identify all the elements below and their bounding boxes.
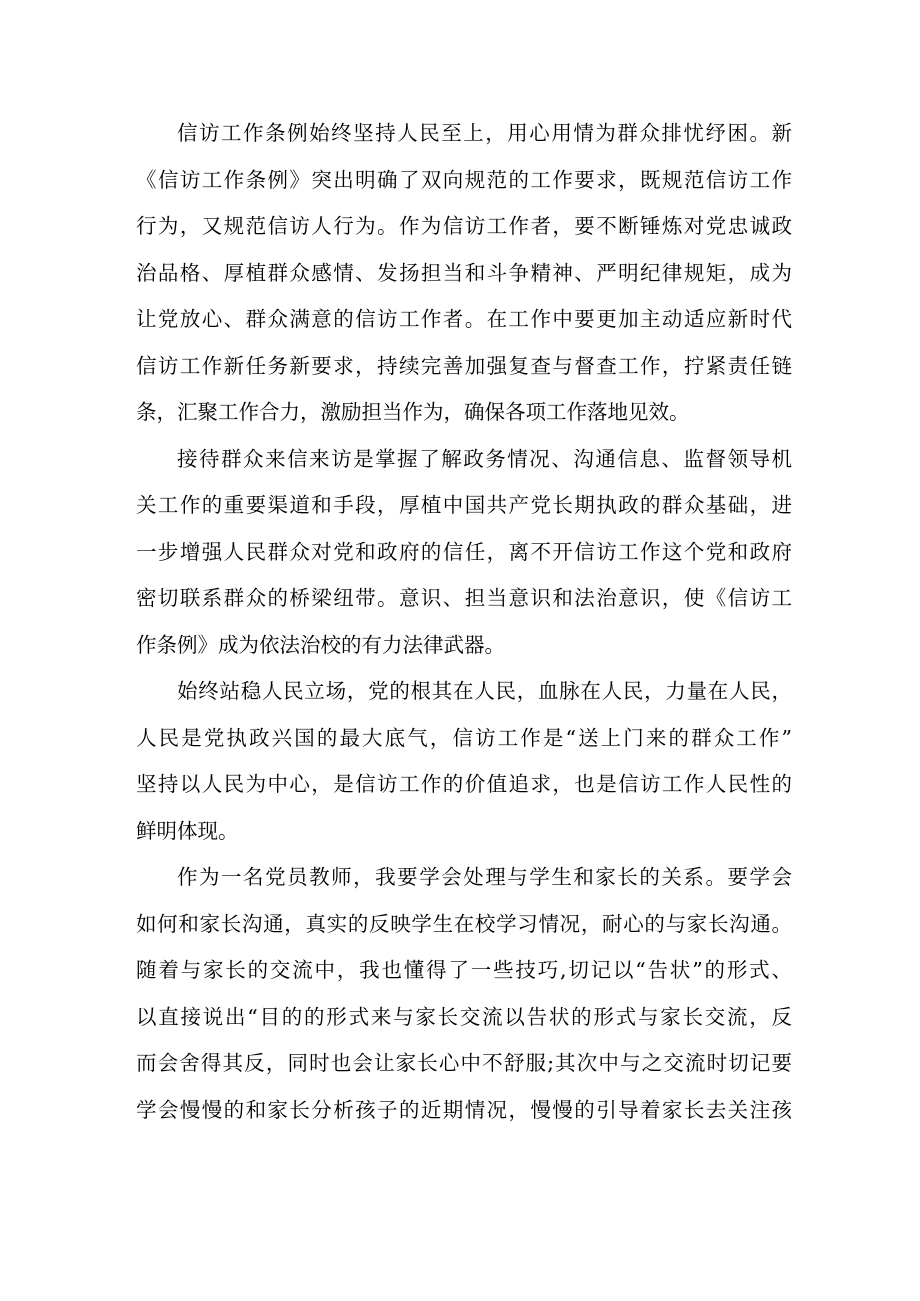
text-line: 学会慢慢的和家长分析孩子的近期情况，慢慢的引导着家长去关注孩 — [136, 1097, 792, 1122]
paragraph-2 — [136, 436, 792, 669]
text-line: 信访工作新任务新要求，持续完善加强复查与督查工作，拧紧责任链 — [136, 353, 792, 378]
paragraph-3 — [136, 668, 792, 854]
text-line: 信访工作条例始终坚持人民至上，用心用情为群众排忧纾困。新 — [177, 121, 792, 145]
text-line: 如何和家长沟通，真实的反映学生在校学习情况，耐心的与家长沟通。 — [136, 911, 792, 936]
text-line: 行为，又规范信访人行为。作为信访工作者，要不断锤炼对党忠诚政 — [136, 214, 792, 238]
text-line: 而会舍得其反，同时也会让家长心中不舒服;其次中与之交流时切记要 — [136, 1051, 792, 1075]
text-line: 作条例》成为依法治校的有力法律武器。 — [136, 632, 505, 657]
text-line: 关工作的重要渠道和手段，厚植中国共产党长期执政的群众基础，进 — [136, 493, 792, 517]
text-line: 作为一名党员教师，我要学会处理与学生和家长的关系。要学会 — [177, 865, 792, 889]
text-line: 一步增强人民群众对党和政府的信任，离不开信访工作这个党和政府 — [136, 539, 792, 564]
document-body — [136, 110, 792, 1133]
text-line: 治品格、厚植群众感情、发扬担当和斗争精神、严明纪律规矩，成为 — [136, 260, 792, 285]
paragraph-1 — [136, 110, 792, 436]
text-line: 《信访工作条例》突出明确了双向规范的工作要求，既规范信访工作 — [136, 167, 792, 192]
text-line: 密切联系群众的桥梁纽带。意识、担当意识和法治意识，使《信访工 — [136, 586, 792, 610]
text-line: 接待群众来信来访是掌握了解政务情况、沟通信息、监督领导机 — [177, 446, 792, 471]
text-line: 随着与家长的交流中，我也懂得了一些技巧,切记以“告状”的形式、 — [136, 958, 792, 982]
text-line: 始终站稳人民立场，党的根其在人民，血脉在人民，力量在人民， — [177, 679, 792, 703]
text-line: 条，汇聚工作合力，激励担当作为，确保各项工作落地见效。 — [136, 400, 690, 424]
text-line: 让党放心、群众满意的信访工作者。在工作中要更加主动适应新时代 — [136, 307, 792, 331]
paragraph-4 — [136, 854, 792, 1133]
text-line: 坚持以人民为中心，是信访工作的价值追求，也是信访工作人民性的 — [136, 772, 792, 796]
text-line: 以直接说出“目的的形式来与家长交流以告状的形式与家长交流，反 — [136, 1004, 792, 1029]
text-line: 人民是党执政兴国的最大底气，信访工作是“送上门来的群众工作” — [136, 725, 792, 750]
text-line: 鲜明体现。 — [136, 818, 239, 843]
